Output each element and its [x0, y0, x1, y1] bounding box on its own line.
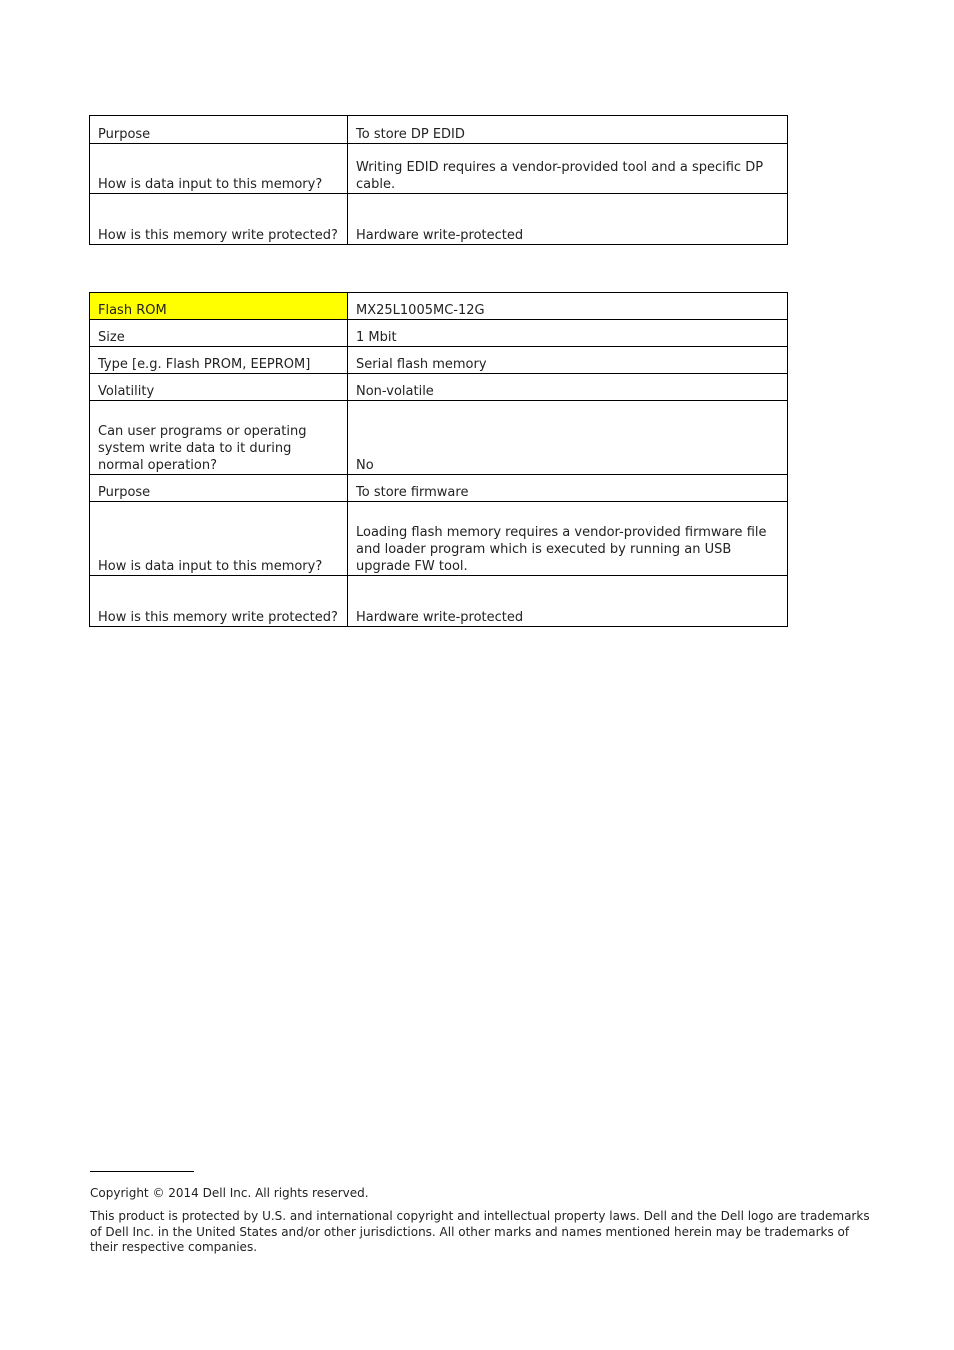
table-row: [90, 194, 788, 245]
row-label: Volatility: [90, 374, 348, 401]
row-label: How is data input to this memory?: [90, 502, 348, 576]
legal-notice: This product is protected by U.S. and international copyright and intellectual property laws. Dell and the Dell logo are trademarks of Dell Inc. in the United States and/or other jurisdictions. All other marks and names mentioned herein may be trademarks of their respective companies.: [90, 1209, 870, 1254]
row-label: Can user programs or operating system write data to it during normal operation?: [90, 401, 348, 475]
row-label: How is data input to this memory?: [90, 144, 348, 194]
table-row: [90, 502, 788, 576]
table-row: [90, 576, 788, 627]
row-value: Hardware write-protected: [348, 576, 788, 627]
row-value: Writing EDID requires a vendor-provided tool and a specific DP cable.: [348, 144, 788, 194]
row-value: Hardware write-protected: [348, 194, 788, 245]
table-row: [90, 116, 788, 144]
table-row: [90, 320, 788, 347]
table-row: [90, 144, 788, 194]
row-label: Type [e.g. Flash PROM, EEPROM]: [90, 347, 348, 374]
row-value: Loading flash memory requires a vendor-provided firmware file and loader program which is executed by running an USB upgrade FW tool.: [348, 502, 788, 576]
edid-memory-table: [89, 115, 788, 245]
row-label: How is this memory write protected?: [90, 194, 348, 245]
row-value: 1 Mbit: [348, 320, 788, 347]
table-row: [90, 374, 788, 401]
row-label: Size: [90, 320, 348, 347]
row-label: How is this memory write protected?: [90, 576, 348, 627]
row-value: To store DP EDID: [348, 116, 788, 144]
table-row: [90, 475, 788, 502]
copyright-notice: Copyright © 2014 Dell Inc. All rights reserved.: [90, 1186, 369, 1200]
flash-rom-part-number: MX25L1005MC-12G: [348, 293, 788, 320]
row-value: To store firmware: [348, 475, 788, 502]
table-row: [90, 401, 788, 475]
row-value: Serial flash memory: [348, 347, 788, 374]
table-row: [90, 347, 788, 374]
row-label: Purpose: [90, 475, 348, 502]
table-header-row: [90, 293, 788, 320]
footnote-divider: [90, 1171, 194, 1172]
row-label: Purpose: [90, 116, 348, 144]
flash-rom-table: [89, 292, 788, 627]
row-value: No: [348, 401, 788, 475]
flash-rom-label: Flash ROM: [90, 293, 348, 320]
row-value: Non-volatile: [348, 374, 788, 401]
